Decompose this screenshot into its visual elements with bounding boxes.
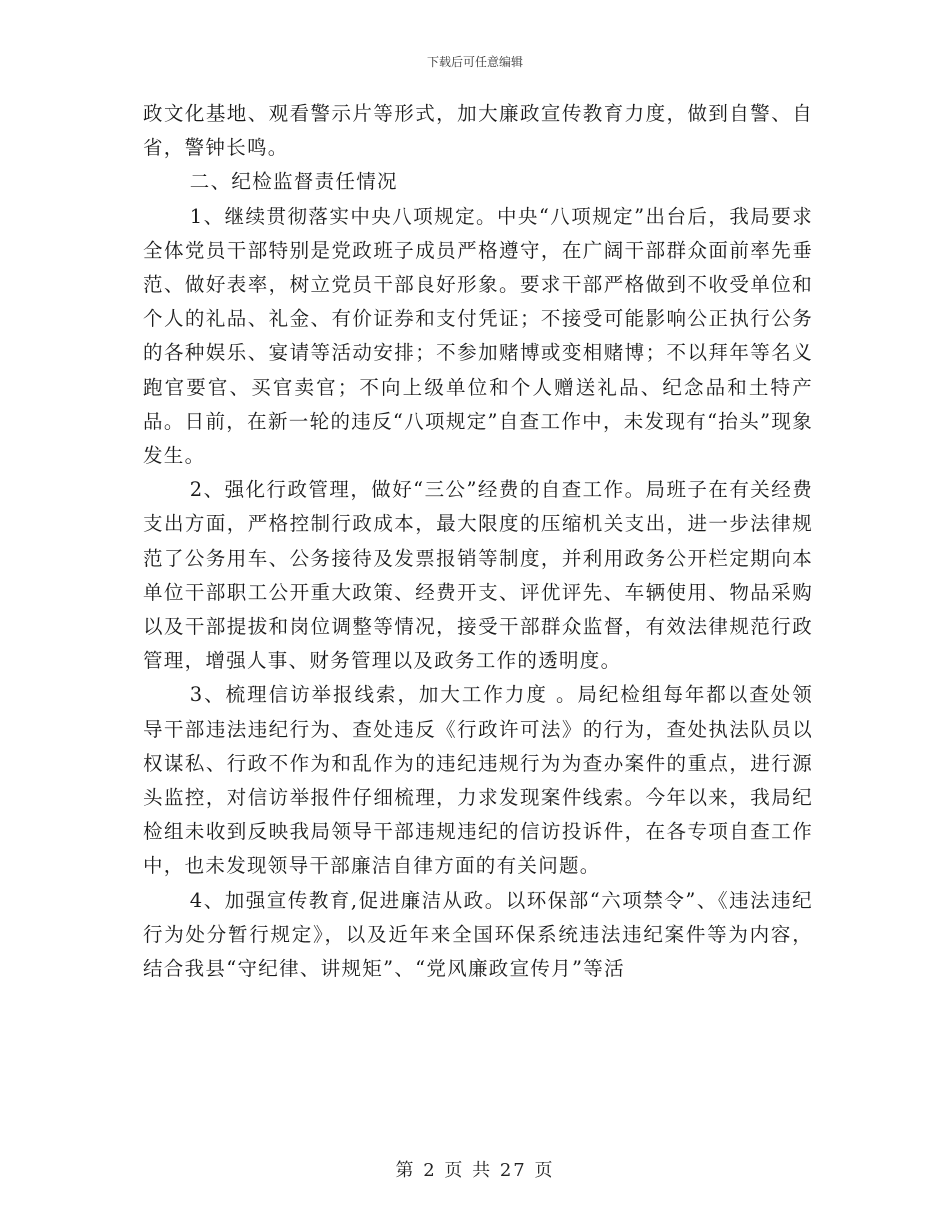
paragraph-item-1: 1、继续贯彻落实中央八项规定。中央“八项规定”出台后，我局要求全体党员干部特别是党政班子成员严格遵守，在广阔干部群众面前率先垂范、做好表率，树立党员干部良好形象。要求干部严格做到不收受单位和个人的礼品、礼金、有价证券和支付凭证；不接受可能影响公正执行公务的各种娱乐、宴请等活动安排；不参加赌博或变相赌博；不以拜年等名义跑官要官、买官卖官；不向上级单位和个人赠送礼品、纪念品和土特产品。日前，在新一轮的违反“八项规定”自查工作中，未发现有“抬头”现象发生。	[143, 204, 813, 468]
paragraph-continuation: 政文化基地、观看警示片等形式，加大廉政宣传教育力度，做到自警、自省，警钟长鸣。	[143, 102, 813, 160]
paragraph-item-2: 2、强化行政管理，做好“三公”经费的自查工作。局班子在有关经费支出方面，严格控制行政成本，最大限度的压缩机关支出，进一步法律规范了公务用车、公务接待及发票报销等制度，并利用政务公开栏定期向本单位干部职工公开重大政策、经费开支、评优评先、车辆使用、物品采购以及干部提拔和岗位调整等情况，接受干部群众监督，有效法律规范行政管理，增强人事、财务管理以及政务工作的透明度。	[143, 478, 813, 673]
section-heading: 二、纪检监督责任情况	[189, 170, 398, 194]
document-body	[143, 97, 813, 986]
page-header: 下载后可任意编辑	[426, 55, 523, 69]
paragraph-item-4: 4、加强宣传教育,促进廉洁从政。以环保部“六项禁令”、《违法违纪行为处分暂行规定》，以及近年来全国环保系统违法违纪案件等为内容，结合我县“守纪律、讲规矩”、“党风廉政宣传月”等活	[143, 888, 813, 981]
paragraph-item-3: 3、梳理信访举报线索，加大工作力度 。局纪检组每年都以查处领导干部违法违纪行为、查处违反《行政许可法》的行为，查处执法队员以权谋私、行政不作为和乱作为的违纪违规行为为查办案件的重点，进行源头监控，对信访举报件仔细梳理，力求发现案件线索。今年以来，我局纪检组未收到反映我局领导干部违规违纪的信访投诉件，在各专项自查工作中，也未发现领导干部廉洁自律方面的有关问题。	[143, 683, 813, 878]
page-number: 第 2 页 共 27 页	[395, 1160, 555, 1181]
